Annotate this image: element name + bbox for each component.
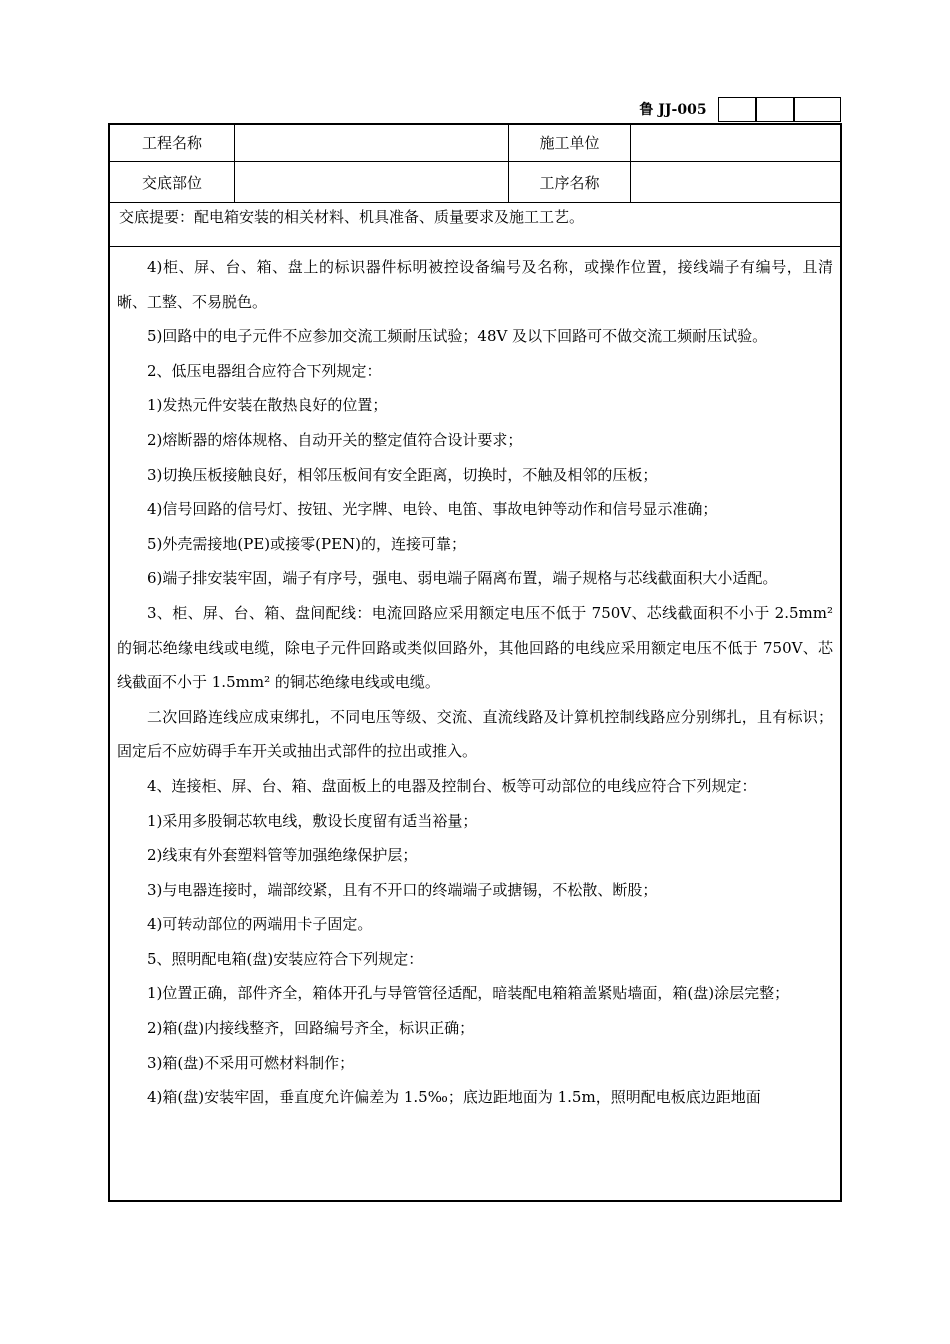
disclosure-table [108,123,842,1202]
disclosure-content [117,250,833,1115]
contractor-label: 施工单位 [539,134,600,152]
paragraph: 4)信号回路的信号灯、按钮、光字牌、电铃、电笛、事故电钟等动作和信号显示准确； [147,500,718,519]
col-divider [630,125,631,202]
paragraph: 4)柜、屏、台、箱、盘上的标识器件标明被控设备编号及名称，或操作位置，接线端子有编号，且清晰、工整、不易脱色。 [117,258,833,311]
paragraph: 6)端子排安装牢固，端子有序号，强电、弱电端子隔离布置，端子规格与芯线截面积大小适配。 [147,569,778,588]
paragraph: 3)箱(盘)不采用可燃材料制作； [147,1053,355,1072]
project-name-label: 工程名称 [141,134,202,152]
row-divider [110,202,840,203]
paragraph: 5)外壳需接地(PE)或接零(PEN)的，连接可靠； [147,534,467,553]
paragraph: 1)采用多股铜芯软电线，敷设长度留有适当裕量； [147,811,478,830]
paragraph: 5)回路中的电子元件不应参加交流工频耐压试验；48V 及以下回路可不做交流工频耐压试验。 [147,327,768,346]
form-code: 鲁 JJ-005 [639,102,707,118]
row-divider [110,161,840,162]
process-label: 工序名称 [539,174,600,192]
paragraph: 3)切换压板接触良好，相邻压板间有安全距离，切换时，不触及相邻的压板； [147,465,658,484]
paragraph: 2)线束有外套塑料管等加强绝缘保护层； [147,846,418,865]
location-label: 交底部位 [141,174,202,192]
paragraph: 4、连接柜、屏、台、箱、盘面板上的电器及控制台、板等可动部位的电线应符合下列规定： [147,776,757,795]
paragraph: 2、低压电器组合应符合下列规定： [147,361,382,380]
paragraph: 二次回路连线应成束绑扎，不同电压等级、交流、直流线路及计算机控制线路应分别绑扎，且有标识；固定后不应妨碍手车开关或抽出式部件的拉出或推入。 [117,707,833,761]
paragraph: 3)与电器连接时，端部绞紧，且有不开口的终端端子或搪锡，不松散、断股； [147,880,658,899]
paragraph: 2)箱(盘)内接线整齐，回路编号齐全，标识正确； [147,1019,475,1038]
paragraph: 4)箱(盘)安装牢固，垂直度允许偏差为 1.5‰；底边距地面为 1.5m，照明配电板底边距地面 [147,1088,761,1107]
form-code-row [630,97,842,123]
row-divider [110,246,840,247]
paragraph: 3、柜、屏、台、箱、盘间配线：电流回路应采用额定电压不低于 750V、芯线截面积不小于 2.5mm² 的铜芯绝缘电线或电缆，除电子元件回路或类似回路外，其他回路的电线应采用额定电压不低于 750V、芯线截面不小于 1.5mm² 的铜芯绝缘电线或电缆。 [117,603,833,692]
paragraph: 4)可转动部位的两端用卡子固定。 [147,915,373,934]
paragraph: 1)发热元件安装在散热良好的位置； [147,396,388,415]
paragraph: 5、照明配电箱(盘)安装应符合下列规定： [147,949,424,968]
col-divider [234,125,235,202]
paragraph: 2)熔断器的熔体规格、自动开关的整定值符合设计要求； [147,430,523,449]
code-box-2 [756,97,794,122]
disclosure-summary: 交底提要：配电箱安装的相关材料、机具准备、质量要求及施工工艺。 [119,208,585,226]
paragraph: 1)位置正确，部件齐全，箱体开孔与导管管径适配，暗装配电箱箱盖紧贴墙面，箱(盘)涂层完整； [147,984,790,1003]
code-box-1 [718,97,756,122]
code-box-3 [794,97,841,122]
